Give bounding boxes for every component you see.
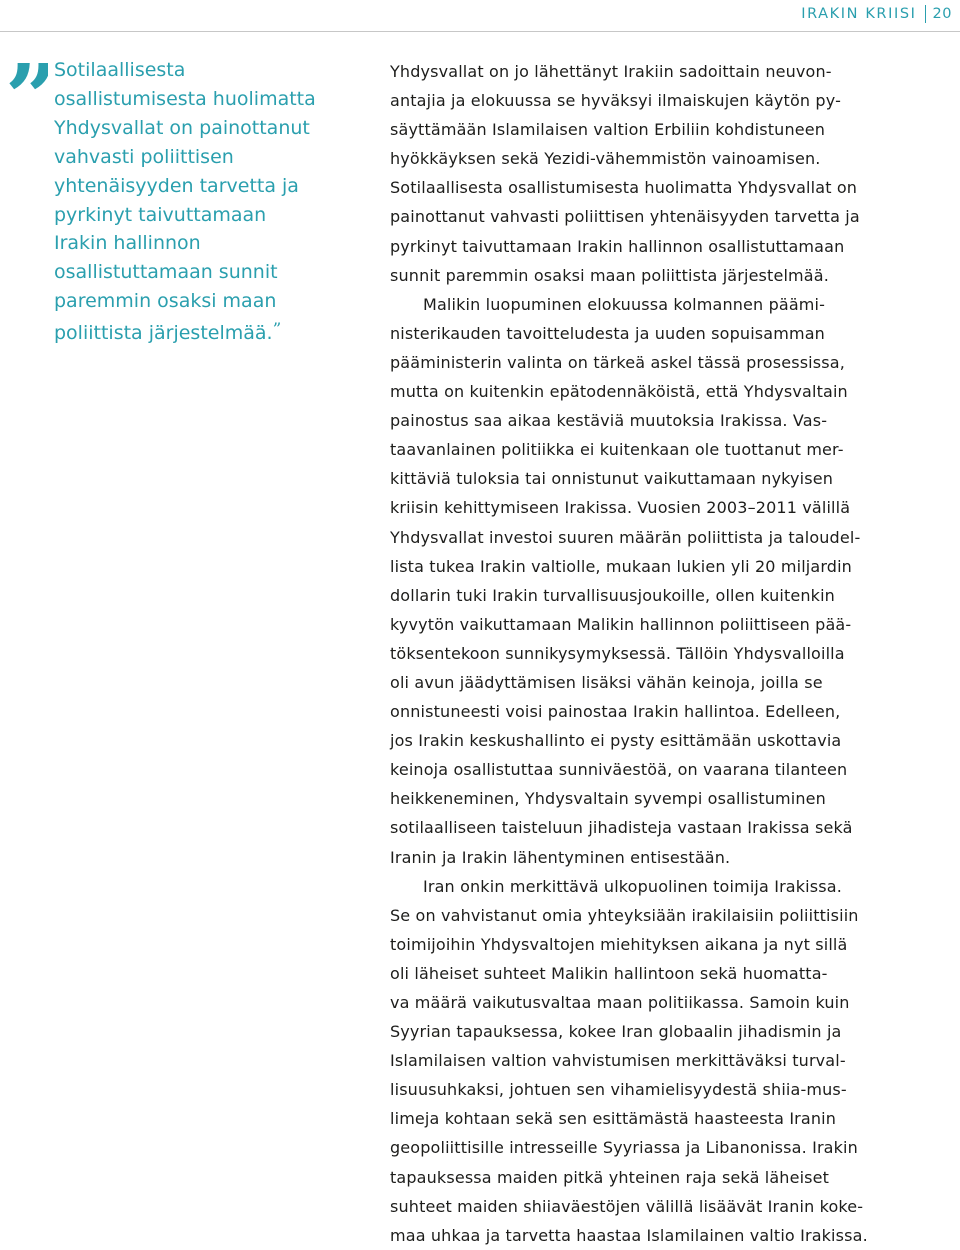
article-line: töksentekoon sunnikysymyksessä. Tällöin Yhdysvalloilla xyxy=(390,643,845,663)
article-line: kriisin kehittymiseen Irakissa. Vuosien 2003–2011 välillä xyxy=(390,498,851,518)
article-line: dollarin tuki Irakin turvallisuusjoukoille, ollen kuitenkin xyxy=(390,585,835,605)
pull-quote-line: pyrkinyt taivuttamaan xyxy=(54,203,267,226)
article-line: pyrkinyt taivuttamaan Irakin hallinnon osallistuttamaan xyxy=(390,236,845,256)
article-line: kyvytön vaikuttamaan Malikin hallinnon poliittiseen pää- xyxy=(390,614,852,634)
article-line: nisterikauden tavoitteludesta ja uuden sopuisamman xyxy=(390,323,825,343)
article-line: geopoliittisille intresseille Syyriassa ja Libanonissa. Irakin xyxy=(390,1138,858,1158)
article-line: Se on vahvistanut omia yhteyksiään irakilaisiin poliittisiin xyxy=(390,905,859,925)
article-body xyxy=(390,57,956,1250)
article-line: Yhdysvallat on jo lähettänyt Irakiin sadoittain neuvon- xyxy=(390,62,832,81)
pull-quote-line: osallistuttamaan sunnit xyxy=(54,261,278,284)
article-line: sunnit paremmin osaksi maan poliittista järjestelmää. xyxy=(390,265,829,285)
pull-quote-line: paremmin osaksi maan xyxy=(54,290,277,313)
article-line: Iranin ja Irakin lähentyminen entisestään. xyxy=(390,847,731,867)
article-line: pääministerin valinta on tärkeä askel tässä prosessissa, xyxy=(390,352,845,372)
article-line: taavanlainen politiikka ei kuitenkaan ole tuottanut mer- xyxy=(390,440,844,460)
pull-quote-line-last xyxy=(54,316,364,348)
article-line: tapauksessa maiden pitkä yhteinen raja sekä läheiset xyxy=(390,1167,830,1187)
article-line: oli läheiset suhteet Malikin hallintoon sekä huomatta- xyxy=(390,963,828,983)
article-line: mutta on kuitenkin epätodennäköistä, että Yhdysvaltain xyxy=(390,382,848,402)
pull-quote-line: Irakin hallinnon xyxy=(54,232,201,255)
pull-quote xyxy=(54,56,364,348)
article-line: suhteet maiden shiiaväestöjen välillä lisäävät Iranin koke- xyxy=(390,1196,864,1216)
article-line: oli avun jäädyttämisen lisäksi vähän keinoja, joilla se xyxy=(390,672,823,692)
article-line: hyökkäyksen sekä Yezidi-vähemmistön vainoamisen. xyxy=(390,149,821,169)
article-line: lista tukea Irakin valtiolle, mukaan lukien yli 20 miljardin xyxy=(390,556,852,576)
article-line: antajia ja elokuussa se hyväksyi ilmaiskujen käytön py- xyxy=(390,91,841,111)
article-line: jos Irakin keskushallinto ei pysty esittämään uskottavia xyxy=(390,731,842,751)
article-line: lisuusuhkaksi, johtuen sen vihamielisyydestä shiia-mus- xyxy=(390,1080,847,1100)
article-line: painottanut vahvasti poliittisen yhtenäisyyden tarvetta ja xyxy=(390,207,860,227)
header-divider xyxy=(925,5,926,23)
article-line: keinoja osallistuttaa sunniväestöä, on vaarana tilanteen xyxy=(390,760,848,780)
article-line: Iran onkin merkittävä ulkopuolinen toimija Irakissa. xyxy=(423,876,842,896)
article-line: Sotilaallisesta osallistumisesta huolimatta Yhdysvallat on xyxy=(390,178,858,198)
article-line: onnistuneesti voisi painostaa Irakin hallintoa. Edelleen, xyxy=(390,702,841,722)
pull-quote-line: yhtenäisyyden tarvetta ja xyxy=(54,174,299,197)
article-line: Islamilaisen valtion vahvistumisen merkittäväksi turval- xyxy=(390,1051,846,1071)
section-title: IRAKIN KRIISI xyxy=(801,6,917,22)
article-line: maa uhkaa ja tarvetta haastaa Islamilainen valtio Irakissa. xyxy=(390,1225,868,1245)
close-quote-icon: ” xyxy=(272,320,282,341)
pull-quote-line: osallistumisesta huolimatta xyxy=(54,87,316,110)
article-line: sotilaalliseen taisteluun jihadisteja vastaan Irakissa sekä xyxy=(390,818,853,838)
pull-quote-line: vahvasti poliittisen xyxy=(54,145,234,168)
pull-quote-line-text: poliittista järjestelmää. xyxy=(54,322,273,345)
quote-mark-icon: ” xyxy=(5,52,48,112)
article-line: limeja kohtaan sekä sen esittämästä haasteesta Iranin xyxy=(390,1109,837,1129)
page-number: 20 xyxy=(932,6,952,22)
article-line: Syyrian tapauksessa, kokee Iran globaalin jihadismin ja xyxy=(390,1022,842,1042)
article-line: Malikin luopuminen elokuussa kolmannen päämi- xyxy=(423,294,826,314)
article-line: painostus saa aikaa kestäviä muutoksia Irakissa. Vas- xyxy=(390,411,828,431)
article-line: toimijoihin Yhdysvaltojen miehityksen aikana ja nyt sillä xyxy=(390,934,848,954)
article-line: va määrä vaikutusvaltaa maan politiikassa. Samoin kuin xyxy=(390,993,850,1012)
article-line: Yhdysvallat investoi suuren määrän poliittista ja taloudel- xyxy=(390,527,861,547)
pull-quote-line: Yhdysvallat on painottanut xyxy=(54,116,310,139)
header-rule xyxy=(0,31,960,32)
article-line: kittäviä tuloksia tai onnistunut vaikuttamaan nykyisen xyxy=(390,469,834,489)
article-line: heikkeneminen, Yhdysvaltain syvempi osallistuminen xyxy=(390,789,826,809)
running-header xyxy=(801,4,952,24)
article-line: säyttämään Islamilaisen valtion Erbiliin kohdistuneen xyxy=(390,120,826,140)
pull-quote-line: Sotilaallisesta xyxy=(54,59,186,81)
